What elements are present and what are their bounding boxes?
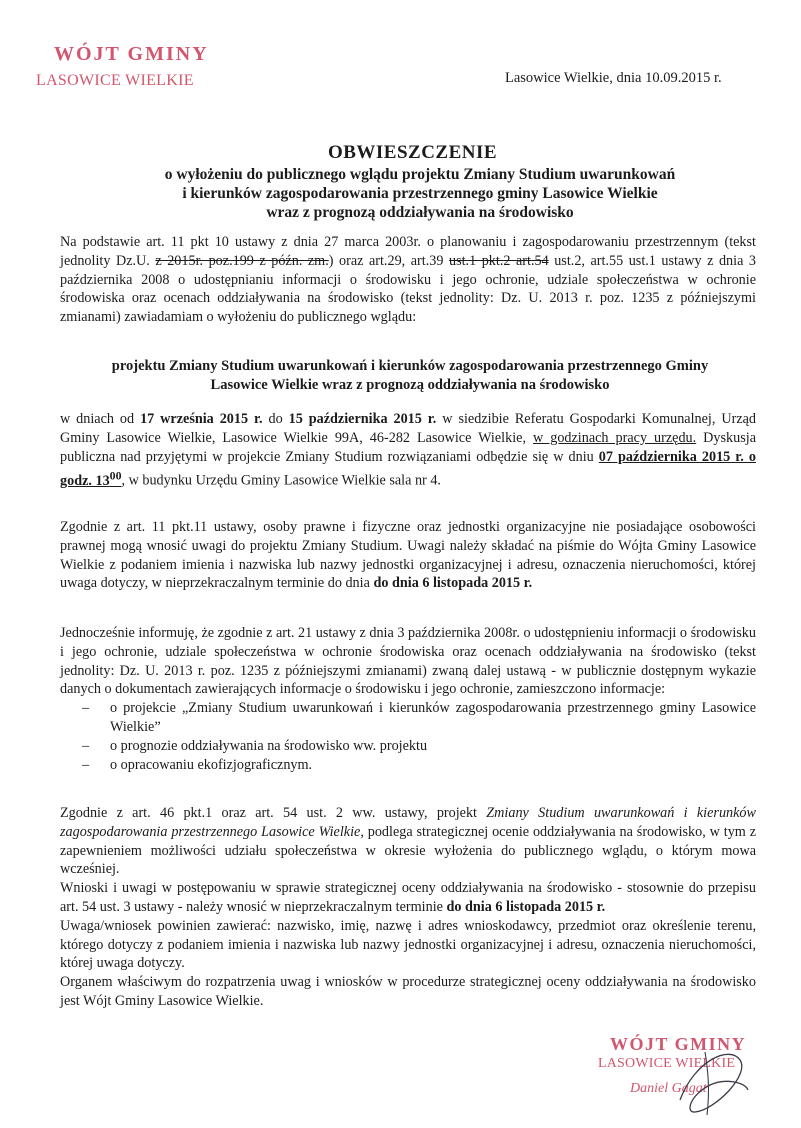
paragraph-comments [60,518,756,593]
end-date: 15 października 2015 r. [288,411,437,427]
legal-basis-text-a: Na podstawie art. 11 pkt 10 ustawy z dnia 27 marca 2003r. o planowaniu i zagospodarowaniu przestrzennym (tekst jednolity Dz.U. [60,234,756,269]
office-stamp-top [36,43,236,90]
dates-text-b: do [262,411,289,427]
meeting-date-text: 07 października 2015 r. o godz. 13 [60,448,756,490]
assessment-text-b: , podlega strategicznej ocenie oddziaływania na środowisko, w tym z zapewnieniem możliwości udziału społeczeństwa w okresie wyłożenia do publicznego wglądu, o którym mowa wcześniej. [60,823,756,878]
start-date: 17 września 2015 r. [140,411,263,427]
assessment-text-c: Wnioski i uwagi w postępowaniu w sprawie strategicznej oceny oddziaływania na środowisko - stosownie do przepisu art. 54 ust. 3 ustawy - należy wnosić w nieprzekraczalnym terminie [60,880,756,915]
stamp-title: WÓJT GMINY [610,1034,747,1054]
office-hours: w godzinach pracy urzędu. [532,429,697,446]
page-title: OBWIESZCZENIE [327,142,498,163]
dates-text-a: w dniach od [60,411,141,427]
paragraph-dates [60,410,756,491]
assessment-deadline: do dnia 6 listopada 2015 r. [446,898,606,915]
paragraph-information [60,624,756,774]
stamp-title: WÓJT GMINY [54,43,209,65]
information-list [60,699,756,774]
date-line: Lasowice Wielkie, dnia 10.09.2015 r. [505,70,722,86]
assessment-deadline-line [60,879,756,917]
paragraph-strategic-assessment [60,804,756,1011]
subtitle-line-3: wraz z prognozą oddziaływania na środowisko [266,204,574,221]
stamp-municipality: LASOWICE WIELKIE [36,72,194,89]
subtitle-line-1: o wyłożeniu do publicznego wglądu projektu Zmiany Studium uwarunkowań [164,166,676,183]
discussion-text: Dyskusja publiczna nad przyjętymi w projekcie Zmiany Studium rozwiązaniami odbędzie się w dniu [60,429,756,465]
legal-basis-text-b: ) oraz art.29, art.39 [328,252,449,269]
legal-basis-text-c: ust.2, art.55 ust.1 ustawy z dnia 3 października 2008 o udostępnianiu informacji o środowisku i jego ochronie, udziale społeczeństwa w ochronie środowiska oraz ocenach oddziaływania na środowisko (tekst jednolity: Dz. U. 2013 r. poz. 1235 z późniejszymi zmianami) zawiadamiam o wyłożeniu do publicznego wglądu: [60,252,757,326]
project-name-line-2: Lasowice Wielkie wraz z prognozą oddziaływania na środowisko [210,377,610,393]
struck-citation-1: z 2015r. poz.199 z późn. zm. [155,252,329,269]
comments-deadline: do dnia 6 listopada 2015 r. [373,575,533,592]
assessment-authority: Organem właściwym do rozpatrzenia uwag i wniosków w procedurze strategicznej oceny oddziaływania na środowisko jest Wójt Gminy Lasowice Wielkie. [60,974,756,1009]
meeting-place: , w budynku Urzędu Gminy Lasowice Wielkie sala nr 4. [121,473,441,490]
stamp-name: Daniel Gagat [630,1080,707,1096]
assessment-content-requirements: Uwaga/wniosek powinien zawierać: nazwisko, imię, nazwę i adres wnioskodawcy, przedmiot oraz określenie terenu, którego dotyczy z podaniem imienia i nazwiska lub nazwy jednostki organizacyjnej i adresu, oznaczenia nieruchomości, której uwaga dotyczy. [60,917,756,972]
list-item: – o projekcie „Zmiany Studium uwarunkowań i kierunków zagospodarowania przestrzennego gminy Lasowice Wielkie” [82,699,756,737]
project-name-line-1: projektu Zmiany Studium uwarunkowań i kierunków zagospodarowania przestrzennego Gminy [111,358,709,374]
comments-text: Zgodnie z art. 11 pkt.11 ustawy, osoby prawne i fizyczne oraz jednostki organizacyjne nie posiadające osobowości prawnej mogą wnosić uwagi do projektu Zmiany Studium. Uwagi należy składać na piśmie do Wójta Gminy Lasowice Wielkie z podaniem imienia i nazwiska lub nazwy jednostki organizacyjnej i adresu, oznaczenia nieruchomości, której uwaga dotyczy, w nieprzekraczalnym terminie do dnia [60,519,756,592]
signature [660,1040,760,1120]
paragraph-legal-basis [60,233,756,327]
information-text: Jednocześnie informuję, że zgodnie z art. 21 ustawy z dnia 3 października 2008r. o udostępnieniu informacji o środowisku i jego ochronie, udziale społeczeństwa w ochronie środowiska oraz ocenach oddziaływania na środowisko (tekst jednolity: Dz. U. 2013 r. poz. 1235 z późniejszymi zmianami) zwaną dalej ustawą - w publicznie dostępnym wykazie danych o dokumentach zawierających informacje o środowisku i jego ochronie, zamieszczono informacje: [60,625,756,698]
struck-citation-2: ust.1 pkt.2 art.54 [448,252,549,269]
dates-text-c: w siedzibie Referatu Gospodarki Komunalnej, Urząd Gminy Lasowice Wielkie, Lasowice Wielkie 99A, 46-282 Lasowice Wielkie, [60,411,757,446]
subtitle [100,165,740,222]
list-item: – o prognozie oddziaływania na środowisko ww. projektu [82,737,756,756]
signature-stroke [680,1054,748,1112]
stamp-municipality: LASOWICE WIELKIE [598,1055,736,1071]
project-italic: Zmiany Studium uwarunkowań i kierunków zagospodarowania przestrzennego Lasowice Wielkie [60,805,756,840]
subtitle-line-2: i kierunków zagospodarowania przestrzennego gminy Lasowice Wielkie [182,185,658,202]
assessment-text-a: Zgodnie z art. 46 pkt.1 oraz art. 54 ust. 2 ww. ustawy, projekt [60,805,487,821]
project-name [70,357,750,395]
list-item: – o opracowaniu ekofizjograficznym. [82,756,756,775]
meeting-minutes: 00 [109,468,122,483]
